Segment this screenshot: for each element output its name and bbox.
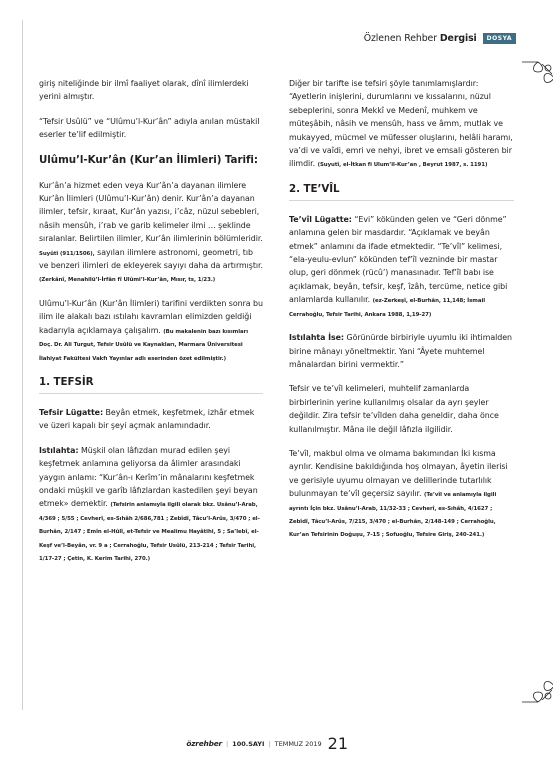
paragraph: giriş niteliğinde bir ilmî faaliyet olarak, dînî ilimlerdeki yerini almıştır. — [39, 79, 249, 102]
heading-ulum-tarifi: Ulûmu’l-Kur’ân (Kur’an İlimleri) Tarifi: — [39, 153, 258, 166]
magazine-title: Özlenen Rehber Dergisi — [363, 32, 477, 44]
paragraph: Tefsir Lügatte: Beyân etmek, keşfetmek, izhâr etmek ve üzeri kapalı bir şeyi açmak anlamındadır. — [39, 407, 255, 431]
paragraph: Tefsir ve te’vîl kelimeleri, muhtelif zamanlarda birbirlerinin yerine kullanılmış olsalar da ayrı şeyler değildir. Zira tefsir te’vîlden daha geneldir, daha önce kullanılmıştır. Mâna ile değil lâfızla ilgilidir. — [289, 384, 499, 434]
paragraph: Kur’ân’a hizmet eden veya Kur’ân’a dayanan ilimlere Kur’ân İlimleri (Ulûmu’l-Kur’ân) denir. Kur’ân’a dayanan ilimler, tefsir, kıraat, Kur’ân yazısı, i’câz, nüzul sebebleri, nâsih mensûh, i’rab ve garib kelimeler ilmi … şeklinde sıralanlar. Belirtilen ilimler, Kur’ân ilimlerinin bölümleridir. Suyûtî (911/1506), sayılan ilimlere astronomi, geometri, tıb ve benzeri ilimleri de ekleyerek sayıyı daha da artırmıştır. (Zerkânî, Menahilü’l-İrfân fî Ulûmi’l-Kur’ân, Mısır, ts, 1/23.) — [39, 180, 263, 284]
page-footer: özrehber | 100.SAYI | TEMMUZ 2019 21 — [186, 734, 348, 753]
paragraph: Istılahta İse: Görünürde birbiriyle uyumlu iki ihtimalden birine mânayı yöneltmektir. Yani “Âyete muhtemel mânalardan birini vermektir.” — [289, 333, 512, 369]
left-column — [39, 77, 263, 575]
corner-ornament-bottom-right-icon — [520, 668, 553, 704]
footer-date: TEMMUZ 2019 — [274, 739, 322, 748]
footer-brand-logo: özrehber — [186, 739, 222, 748]
paragraph: Te’vîl, makbul olma ve olmama bakımından İki kısma ayrılır. Kendisine bakıldığında hoş olmayan, âyetin ilerisi ve gerisiyle uyumu olmayan ve delillerinde tutarlılık bulunmayan te’vîl geçersiz sayılır. (Te’vîl ve anlamıyla ilgili ayrıntı İçin bkz. Usânu’l-Arab, 11/32-33 ; Cevherî, es-Sıhâh, 4/1627 ; Zebîdî, Tâcu’l-Arûs, 7/215, 3/470 ; el-Burhân, 2/148-149 ; Cerrahoğlu, Kur’an Tefsirinin Doğuşu, 7-15 ; Sofuoğlu, Tefsire Giriş, 240-241.) — [289, 448, 508, 539]
paragraph: “Tefsir Usûlü” ve “Ulûmu’l-Kur’ân” adıyla anılan müstakil eserler te’lif edilmiştir. — [39, 116, 260, 140]
paragraph: Ulûmu’l-Kur’ân (Kur’ân İlimleri) tarifini verdikten sonra bu ilim ile alakalı bazı ıstılahı kavramları elimizden geldiği kadarıyla açıklamaya çalışalım. (Bu makalenin bazı kısımları Doç. Dr. Ali Turgut, Tefsir Usûlü ve Kaynakları, Marmara Üniversitesi İlahiyat Fakültesi Vakfı Yayınlar adlı eserinden özet edilmiştir.) — [39, 298, 263, 362]
section-badge: DOSYA — [483, 33, 516, 44]
page-number: 21 — [327, 734, 348, 753]
page-margin-line — [22, 20, 23, 710]
heading-tevil: 2. TE’VÎL — [289, 182, 514, 201]
heading-tefsir: 1. TEFSİR — [39, 375, 263, 394]
footer-issue: 100.SAYI — [232, 739, 265, 748]
corner-ornament-top-right-icon — [520, 60, 553, 96]
masthead — [364, 31, 516, 45]
right-column — [289, 77, 514, 552]
paragraph: Istılahta: Müşkil olan lâfızdan murad edilen şeyi keşfetmek anlamına geliyorsa da âlimler arasındaki yaygın anlamı: “Kur’ân-ı Kerîm’in mânalarını keşfetmek ondaki müşkil ve garîb lâfızlardan kastedilen şeyi beyan etmek» demektir. (Tefsirin anlamıyla ilgili olarak bkz. Usânu’l-Arab, 4/369 ; 5/55 ; Cevherî, es-Sıhâh 2/686,781 ; Zebîdî, Tâcu’l-Arûs, 3/470 ; el-Burhân, 2/147 ; Emîn el-Hûlî, et-Tefsîr ve Mealimu Hayâtihi, 5 ; Sa’lebî, el-Keşf ve’l-Beyân, vr. 9 a ; Cerrahoğlu, Tefsir Usûlü, 213-214 ; Tefsir Tarihi, 1/17-27 ; Çetin, K. Kerim Tarihi, 270.) — [39, 445, 260, 562]
paragraph: Diğer bir tarifte ise tefsiri şöyle tanımlamışlardır: “Ayetlerin inişlerini, durumlarını ve kıssalarını, nüzul sebeplerini, sonra Mekkî ve Medenî, muhkem ve müteşâbih, nâsih ve mensûh, hass ve âmm, mutlak ve mukayyed, mücmel ve müfesser oluşlarını, helâli haramı, va’di ve vaîdi, emri ve nehyi, ibret ve emsali gösteren bir ilimdir. (Suyutî, el-İtkan fi Ulum’il-Kur’an , Beyrut 1987, s. 1191) — [289, 79, 513, 169]
paragraph: Te’vîl Lügatte: “Evi” kökünden gelen ve “Geri dönme” anlamına gelen bir masdardır. “Açıklamak ve beyân etmek” anlamını da ifade etmektedir. “Te’vîl” kelimesi, “ela-yeulu-evlun” kökünden tef’îl vezninde bir mastar olup, geri dönmek (rücû’) manasınadır. Tef’îl babı ise açıklamak, beyân, tefsir, keşf, îzâh, tercüme, netice gibi anlamlarda kullanılır. (ez-Zerkeşî, el-Burhân, 11,148; İsmail Cerrahoğlu, Tefsir Tarihi, Ankara 1988, 1,19-27) — [289, 214, 508, 318]
